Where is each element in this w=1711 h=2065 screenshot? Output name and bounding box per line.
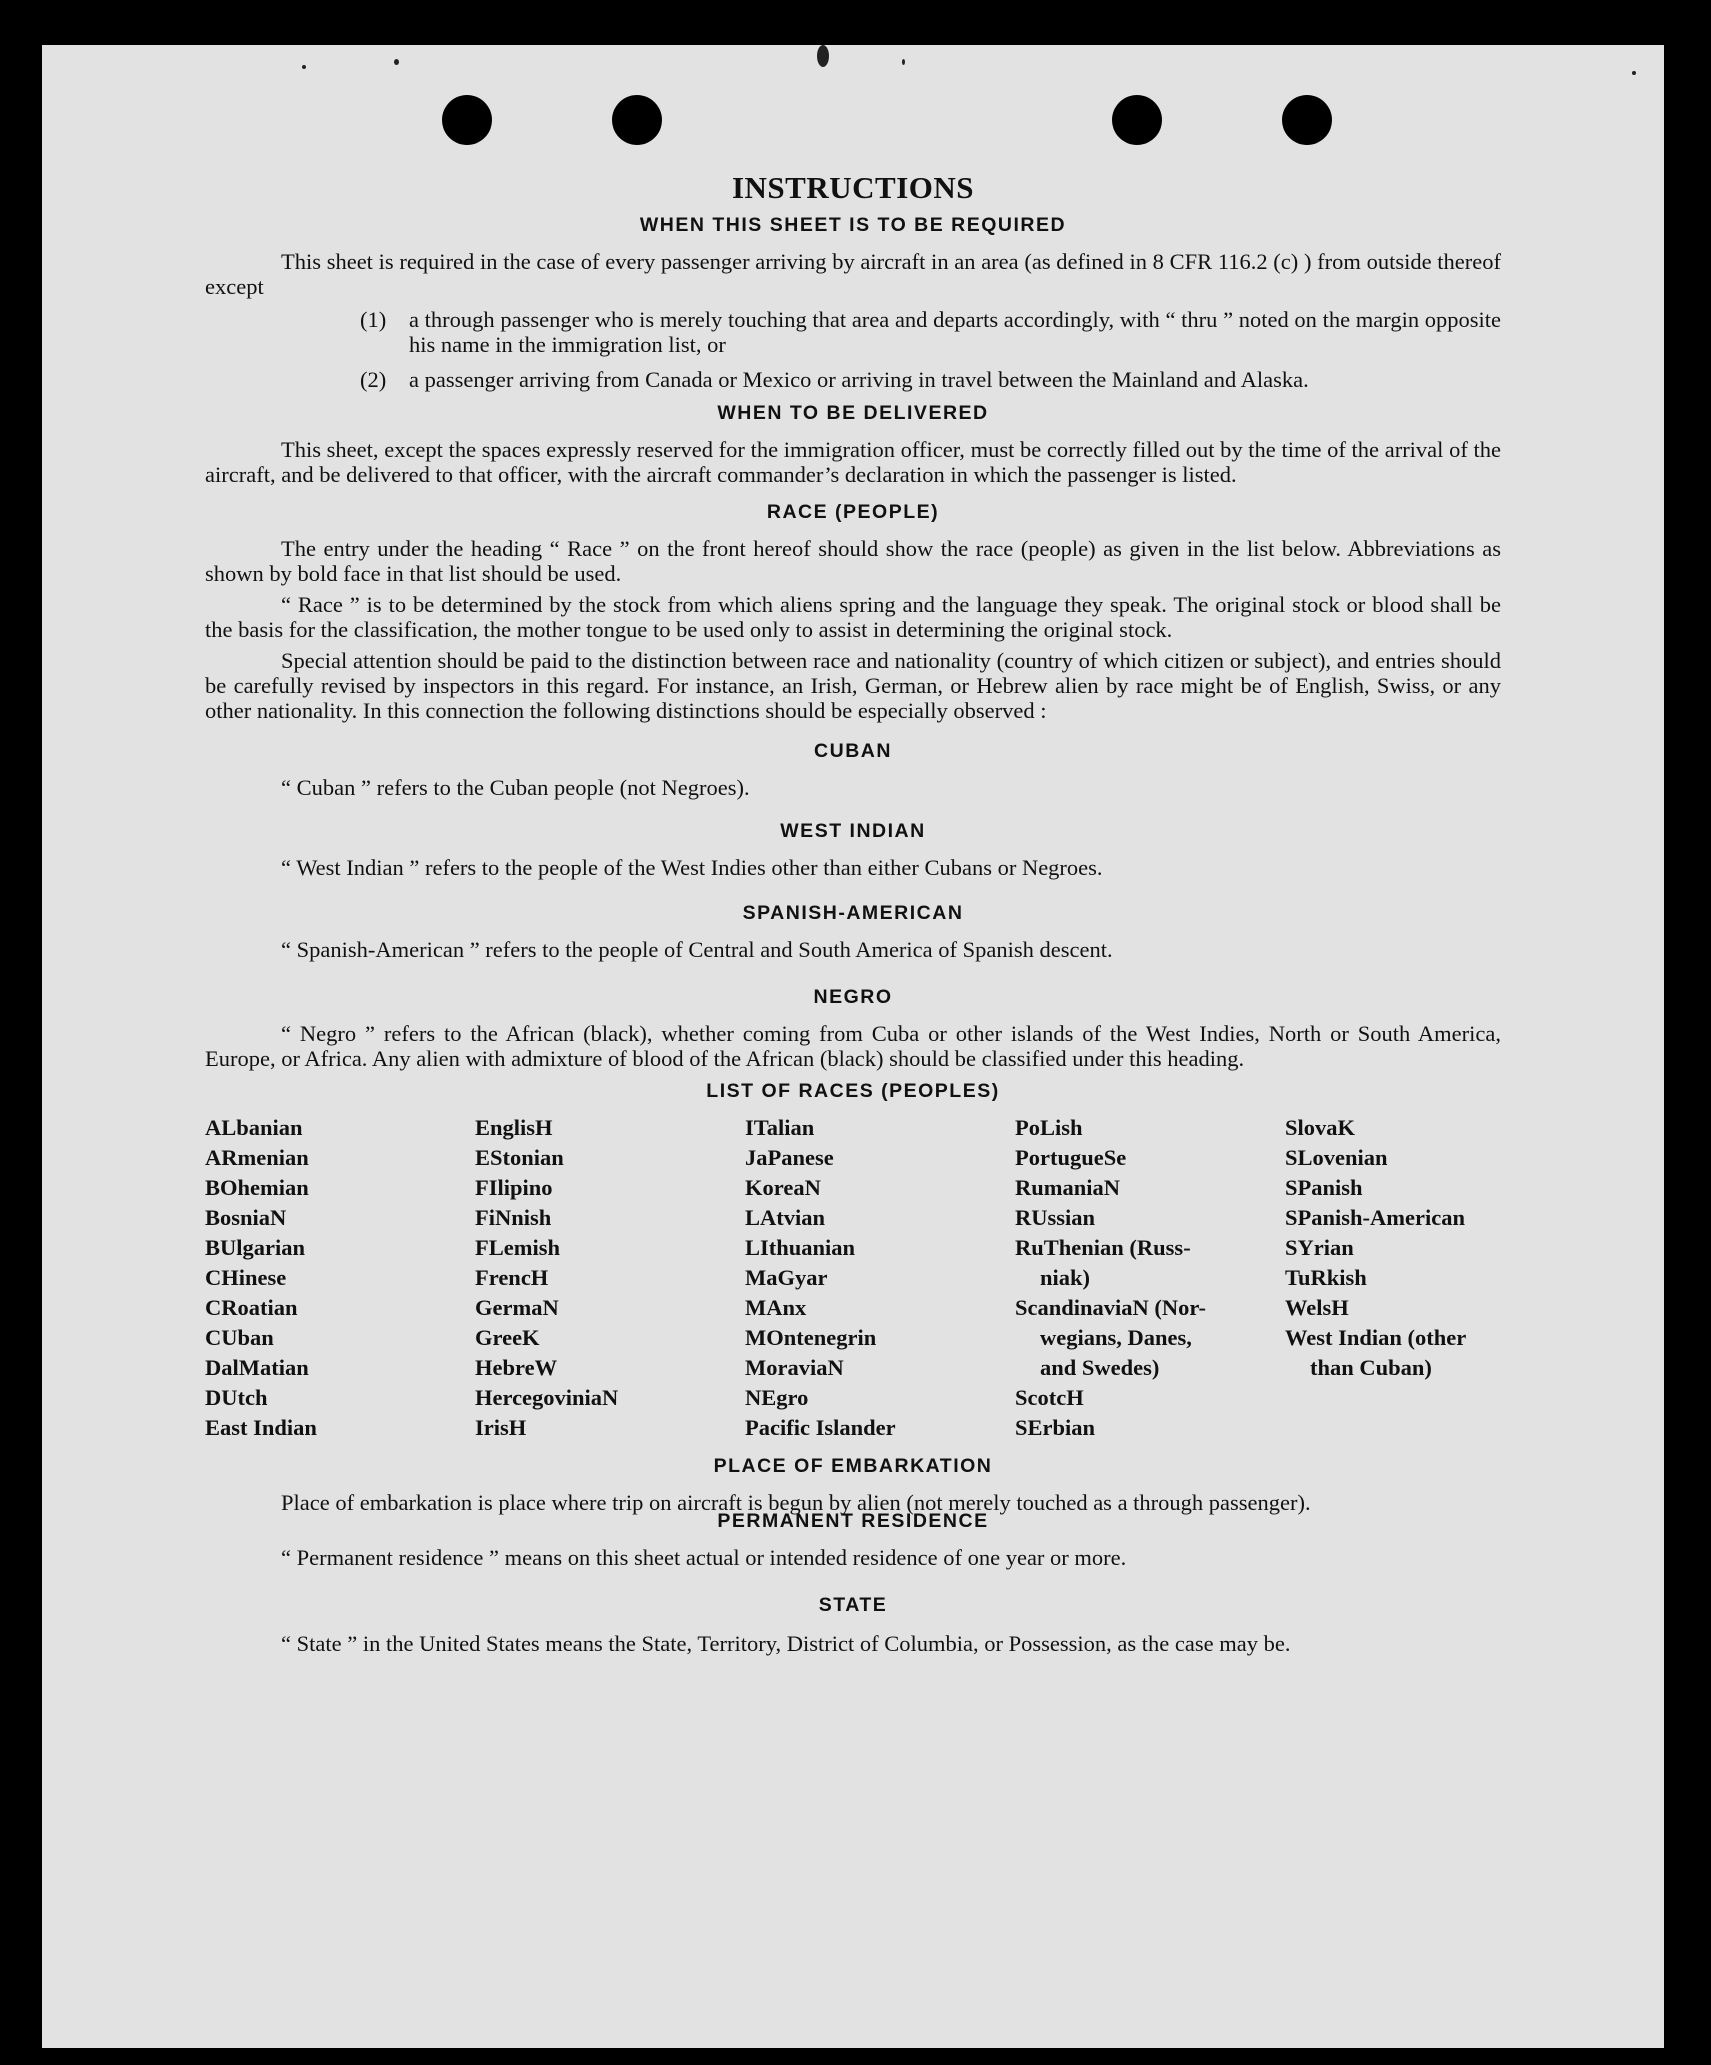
race-entry: ARmenian (205, 1145, 309, 1170)
paragraph: “ West Indian ” refers to the people of the West Indies other than either Cubans or Negroes. (281, 855, 1103, 880)
race-entry: ScandinaviaN (Nor- (1015, 1295, 1207, 1320)
race-entry: BosniaN (205, 1205, 287, 1230)
document-page (42, 45, 1664, 2048)
race-column (1015, 1113, 1285, 1443)
instructions-content (205, 170, 1501, 1659)
race-entry: WelsH (1285, 1295, 1349, 1320)
race-entry: FIlipino (475, 1175, 553, 1200)
paragraph: “ Negro ” refers to the African (black), whether coming from Cuba or other islands of the West Indies, North or South America, Europe, or Africa. Any alien with admixture of blood of the African (black) should be classified under this heading. (205, 1021, 1501, 1071)
race-entry: SLovenian (1285, 1145, 1388, 1170)
race-entry: SYrian (1285, 1235, 1354, 1260)
race-entry: SPanish (1285, 1175, 1363, 1200)
race-entry: East Indian (205, 1415, 317, 1440)
paper-mark (817, 45, 829, 67)
race-entry: MAnx (745, 1295, 807, 1320)
race-entry: BUlgarian (205, 1235, 306, 1260)
race-entry: LAtvian (745, 1205, 826, 1230)
section-heading: NEGRO (813, 986, 893, 1008)
paper-mark (1632, 71, 1636, 75)
race-entry: niak) (1040, 1265, 1091, 1290)
race-entry: DUtch (205, 1385, 268, 1410)
section-heading: WHEN TO BE DELIVERED (717, 402, 989, 424)
race-entry: ITalian (745, 1115, 815, 1140)
punch-hole (1112, 95, 1162, 145)
section-heading: SPANISH-AMERICAN (742, 902, 964, 924)
race-entry: West Indian (other (1285, 1325, 1467, 1350)
section-heading: STATE (818, 1594, 888, 1616)
punch-hole (612, 95, 662, 145)
race-entry: HebreW (475, 1355, 558, 1380)
race-entry: KoreaN (745, 1175, 821, 1200)
race-entry: EStonian (475, 1145, 564, 1170)
race-column (475, 1113, 745, 1443)
item-number: (2) (360, 367, 387, 392)
list-item (360, 367, 1501, 392)
race-entry: RUssian (1015, 1205, 1096, 1230)
race-list (205, 1113, 1501, 1443)
list-item (360, 307, 1501, 357)
section-heading: RACE (PEOPLE) (766, 501, 940, 523)
race-entry: TuRkish (1285, 1265, 1367, 1290)
race-entry: ScotcH (1015, 1385, 1084, 1410)
race-column (1285, 1113, 1515, 1443)
paragraph: Special attention should be paid to the distinction between race and nationality (country of which citizen or subject), and entries should be carefully revised by inspectors in this regard. For instance, an Irish, German, or Hebrew alien by race might be of English, Swiss, or any other nationality. In this connection the following distinctions should be especially observed : (205, 648, 1501, 723)
race-entry: BOhemian (205, 1175, 309, 1200)
paragraph: The entry under the heading “ Race ” on the front hereof should show the race (people) as given in the list below. Abbreviations as shown by bold face in that list should be used. (205, 536, 1501, 586)
race-entry: PortugueSe (1015, 1145, 1127, 1170)
section-heading: WHEN THIS SHEET IS TO BE REQUIRED (639, 214, 1067, 236)
race-entry: HercegoviniaN (475, 1385, 619, 1410)
race-entry: than Cuban) (1310, 1355, 1432, 1380)
race-entry: MOntenegrin (745, 1325, 877, 1350)
race-entry: EnglisH (475, 1115, 553, 1140)
race-entry: GermaN (475, 1295, 559, 1320)
race-entry: FrencH (475, 1265, 549, 1290)
race-entry: FLemish (475, 1235, 561, 1260)
item-text: a passenger arriving from Canada or Mexico or arriving in travel between the Mainland and Alaska. (409, 367, 1309, 392)
item-number: (1) (360, 307, 387, 332)
section-heading: CUBAN (814, 740, 892, 762)
race-entry: Pacific Islander (745, 1415, 896, 1440)
race-entry: CHinese (205, 1265, 287, 1290)
race-entry: LIthuanian (745, 1235, 856, 1260)
section-heading: PLACE OF EMBARKATION (713, 1455, 993, 1477)
race-entry: JaPanese (745, 1145, 834, 1170)
race-entry: SErbian (1015, 1415, 1096, 1440)
race-entry: MoraviaN (745, 1355, 844, 1380)
race-entry: and Swedes) (1040, 1355, 1160, 1380)
race-entry: FiNnish (475, 1205, 552, 1230)
punch-hole (442, 95, 492, 145)
race-entry: SPanish-American (1285, 1205, 1465, 1230)
race-entry: MaGyar (745, 1265, 828, 1290)
race-entry: PoLish (1015, 1115, 1083, 1140)
item-text: a through passenger who is merely touching that area and departs accordingly, with “ thru ” noted on the margin opposite his name in the immigration list, or (409, 307, 1501, 357)
paragraph: “ Cuban ” refers to the Cuban people (not Negroes). (281, 775, 750, 800)
race-entry: SlovaK (1285, 1115, 1356, 1140)
paragraph: Place of embarkation is place where trip on aircraft is begun by alien (not merely touched as a through passenger). (281, 1490, 1311, 1515)
section-heading: PERMANENT RESIDENCE (717, 1510, 989, 1532)
race-entry: DalMatian (205, 1355, 309, 1380)
paper-mark (902, 59, 905, 65)
race-entry: GreeK (475, 1325, 540, 1350)
paragraph: “ Spanish-American ” refers to the people of Central and South America of Spanish descent. (281, 937, 1113, 962)
paragraph: This sheet, except the spaces expressly reserved for the immigration officer, must be correctly filled out by the time of the arrival of the aircraft, and be delivered to that officer, with the aircraft commander’s declaration in which the passenger is listed. (205, 437, 1501, 487)
paragraph: “ Race ” is to be determined by the stock from which aliens spring and the language they speak. The original stock or blood shall be the basis for the classification, the mother tongue to be used only to assist in determining the original stock. (205, 592, 1501, 642)
race-entry: RumaniaN (1015, 1175, 1121, 1200)
race-entry: wegians, Danes, (1040, 1325, 1192, 1350)
race-column (745, 1113, 1015, 1443)
race-entry: RuThenian (Russ- (1015, 1235, 1191, 1260)
section-heading: LIST OF RACES (PEOPLES) (706, 1080, 1000, 1102)
race-entry: CUban (205, 1325, 274, 1350)
race-column (205, 1113, 475, 1443)
paragraph: “ State ” in the United States means the State, Territory, District of Columbia, or Possession, as the case may be. (281, 1631, 1291, 1656)
section-heading: WEST INDIAN (780, 820, 926, 842)
paper-mark (302, 65, 306, 69)
race-entry: ALbanian (205, 1115, 303, 1140)
race-entry: IrisH (475, 1415, 527, 1440)
page-title: INSTRUCTIONS (731, 170, 974, 205)
paper-mark (394, 59, 399, 65)
race-entry: NEgro (745, 1385, 809, 1410)
paragraph: This sheet is required in the case of every passenger arriving by aircraft in an area (as defined in 8 CFR 116.2 (c) ) from outside thereof except (205, 249, 1501, 299)
paragraph: “ Permanent residence ” means on this sheet actual or intended residence of one year or more. (281, 1545, 1127, 1570)
race-entry: CRoatian (205, 1295, 298, 1320)
punch-hole (1282, 95, 1332, 145)
